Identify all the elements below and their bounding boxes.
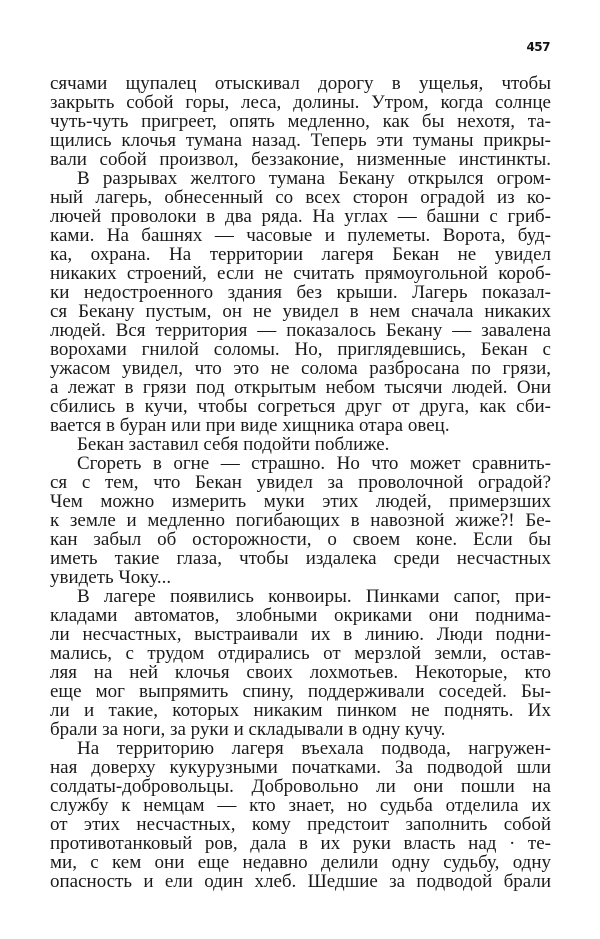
text-line bbox=[50, 397, 551, 416]
text-line bbox=[50, 606, 551, 625]
text-line bbox=[50, 758, 551, 777]
text-line bbox=[50, 511, 551, 530]
text-line bbox=[50, 796, 551, 815]
line-text: кан забыл об осторожности, о своем коне. Если бы bbox=[50, 529, 551, 550]
text-line bbox=[50, 872, 551, 891]
line-text: иметь такие глаза, чтобы издалека среди несчастных bbox=[50, 548, 551, 569]
line-text: ный лагерь, обнесенный со всех сторон оградой из ко- bbox=[50, 187, 551, 208]
text-line bbox=[50, 701, 551, 720]
line-text: ли и такие, которых никаким пинком не поднять. Их bbox=[50, 700, 551, 721]
line-text: лючей проволоки в два ряда. На углах — башни с гриб- bbox=[50, 206, 551, 227]
line-text: щились клочья тумана назад. Теперь эти туманы прикры- bbox=[50, 130, 551, 151]
text-line bbox=[50, 815, 551, 834]
text-line bbox=[50, 416, 551, 435]
paragraph-first-line bbox=[50, 435, 551, 454]
paragraph-first-line bbox=[50, 587, 551, 606]
text-line bbox=[50, 207, 551, 226]
line-text: брали за ноги, за руки и складывали в одну кучу. bbox=[50, 719, 446, 740]
line-text: ная доверху кукурузными початками. За подводой шли bbox=[50, 757, 551, 778]
text-line bbox=[50, 568, 551, 587]
line-text: никаких строений, если не считать прямоугольной короб- bbox=[50, 263, 551, 284]
text-line bbox=[50, 321, 551, 340]
line-text: солдаты-добровольцы. Добровольно ли они пошли на bbox=[50, 776, 551, 797]
line-text: В разрывах желтого тумана Бекану открылся огром- bbox=[77, 168, 551, 189]
line-text: противотанковый ров, дала в их руки власть над · те- bbox=[50, 833, 551, 854]
line-text: ками. На башнях — часовые и пулеметы. Ворота, буд- bbox=[50, 225, 551, 246]
text-line bbox=[50, 549, 551, 568]
line-text: Бекан заставил себя подойти поближе. bbox=[77, 434, 390, 455]
text-line bbox=[50, 834, 551, 853]
text-line bbox=[50, 359, 551, 378]
paragraph-first-line bbox=[50, 169, 551, 188]
line-text: увидеть Чоку... bbox=[50, 567, 172, 588]
text-line bbox=[50, 131, 551, 150]
text-line bbox=[50, 663, 551, 682]
line-text: ся Бекану пустым, он не увидел в нем сначала никаких bbox=[50, 301, 551, 322]
text-line bbox=[50, 682, 551, 701]
line-text: На территорию лагеря въехала подвода, нагружен- bbox=[77, 738, 551, 759]
line-text: закрыть собой горы, леса, долины. Утром, когда солнце bbox=[50, 92, 551, 113]
text-line bbox=[50, 777, 551, 796]
text-line bbox=[50, 112, 551, 131]
line-text: В лагере появились конвоиры. Пинками сапог, при- bbox=[77, 586, 551, 607]
text-line bbox=[50, 644, 551, 663]
paragraph-first-line bbox=[50, 739, 551, 758]
line-text: ворохами гнилой соломы. Но, приглядевшись, Бекан с bbox=[50, 339, 551, 360]
line-text: службу к немцам — кто знает, но судьба отделила их bbox=[50, 795, 551, 816]
line-text: ми, с кем они еще недавно делили одну судьбу, одну bbox=[50, 852, 551, 873]
page-number: 457 bbox=[526, 40, 550, 54]
text-line bbox=[50, 264, 551, 283]
line-text: еще мог выпрямить спину, поддерживали соседей. Бы- bbox=[50, 681, 551, 702]
line-text: от этих несчастных, кому предстоит заполнить собой bbox=[50, 814, 551, 835]
text-line bbox=[50, 492, 551, 511]
text-line bbox=[50, 530, 551, 549]
text-line bbox=[50, 93, 551, 112]
line-text: вается в буран или при виде хищника отара овец. bbox=[50, 415, 450, 436]
line-text: Сгореть в огне — страшно. Но что может сравнить- bbox=[77, 453, 551, 474]
text-line bbox=[50, 473, 551, 492]
text-line bbox=[50, 625, 551, 644]
line-text: к земле и медленно погибающих в навозной жиже?! Бе- bbox=[50, 510, 551, 531]
line-text: ляя на ней клочья своих лохмотьев. Некоторые, кто bbox=[50, 662, 551, 683]
line-text: опасность и ели один хлеб. Шедшие за подводой брали bbox=[50, 871, 551, 892]
text-line bbox=[50, 226, 551, 245]
text-line bbox=[50, 302, 551, 321]
line-text: сбились в кучи, чтобы согреться друг от друга, как сби- bbox=[50, 396, 551, 417]
paragraph-first-line bbox=[50, 454, 551, 473]
line-text: Чем можно измерить муки этих людей, примерзших bbox=[50, 491, 551, 512]
text-line bbox=[50, 245, 551, 264]
line-text: ка, охрана. На территории лагеря Бекан не увидел bbox=[50, 244, 551, 265]
line-text: ужасом увидел, что это не солома разбросана по грязи, bbox=[50, 358, 551, 379]
text-line bbox=[50, 74, 551, 93]
line-text: людей. Вся территория — показалось Бекану — завалена bbox=[50, 320, 551, 341]
line-text: чуть-чуть пригреет, опять медленно, как бы нехотя, та- bbox=[50, 111, 551, 132]
text-line bbox=[50, 188, 551, 207]
line-text: сячами щупалец отыскивал дорогу в ущелья, чтобы bbox=[50, 73, 551, 94]
text-line bbox=[50, 853, 551, 872]
line-text: ки недостроенного здания без крыши. Лагерь показал- bbox=[50, 282, 551, 303]
line-text: кладами автоматов, злобными окриками они поднима- bbox=[50, 605, 551, 626]
line-text: мались, с трудом отдирались от мерзлой земли, остав- bbox=[50, 643, 551, 664]
text-line bbox=[50, 340, 551, 359]
text-line bbox=[50, 378, 551, 397]
body-text bbox=[50, 74, 551, 891]
text-line bbox=[50, 150, 551, 169]
text-line bbox=[50, 283, 551, 302]
line-text: вали собой произвол, беззаконие, низменные инстинкты. bbox=[50, 149, 551, 170]
line-text: а лежат в грязи под открытым небом тысячи людей. Они bbox=[50, 377, 551, 398]
line-text: ли несчастных, выстраивали их в линию. Люди подни- bbox=[50, 624, 551, 645]
line-text: ся с тем, что Бекан увидел за проволочной оградой? bbox=[50, 472, 551, 493]
text-line bbox=[50, 720, 551, 739]
